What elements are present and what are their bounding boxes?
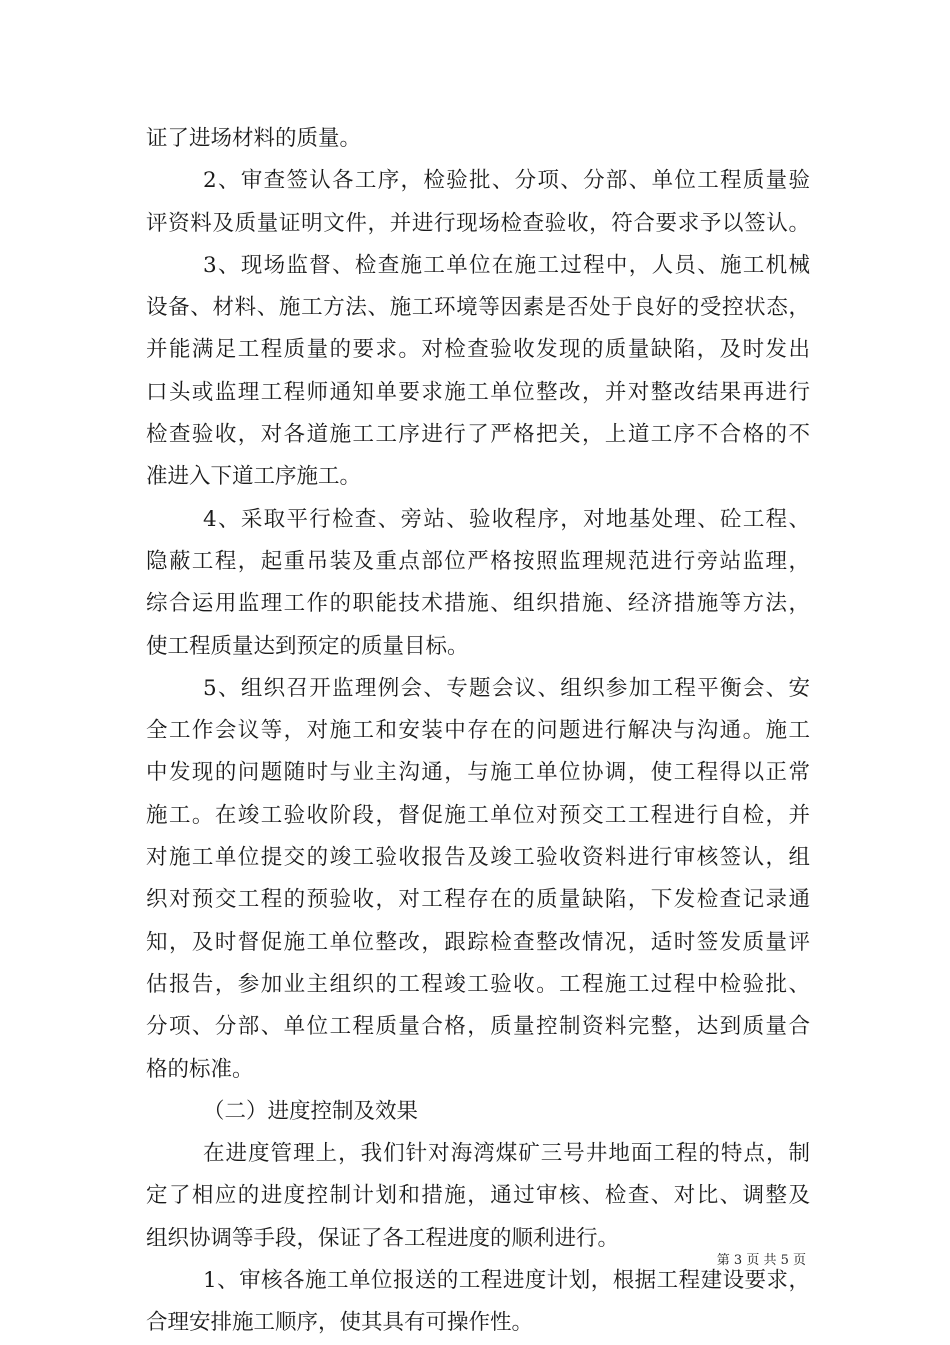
text-line: 2、审查签认各工序，检验批、分项、分部、单位工程质量验 <box>203 168 810 194</box>
section-heading <box>146 1091 810 1133</box>
text-line: 中发现的问题随时与业主沟通，与施工单位协调，使工程得以正常 <box>146 760 810 786</box>
text-line: 准进入下道工序施工。 <box>146 464 362 490</box>
text-line: 口头或监理工程师通知单要求施工单位整改，并对整改结果再进行 <box>146 379 810 405</box>
text-line: 检查验收，对各道施工工序进行了严格把关，上道工序不合格的不 <box>146 422 810 448</box>
text-line: 格的标准。 <box>146 1056 254 1082</box>
text-line: 全工作会议等，对施工和安装中存在的问题进行解决与沟通。施工 <box>146 718 810 744</box>
text-line: 5、组织召开监理例会、专题会议、组织参加工程平衡会、安 <box>203 675 810 701</box>
text-line: 使工程质量达到预定的质量目标。 <box>146 633 469 659</box>
page-number-footer: 第 3 页 共 5 页 <box>716 1253 806 1268</box>
paragraph-item-4 <box>146 499 810 668</box>
text-line: 1、审核各施工单位报送的工程进度计划，根据工程建设要求， <box>203 1268 810 1294</box>
text-line: 4、采取平行检查、旁站、验收程序，对地基处理、砼工程、 <box>203 506 810 532</box>
text-line: 设备、材料、施工方法、施工环境等因素是否处于良好的受控状态， <box>146 295 810 321</box>
text-line: 综合运用监理工作的职能技术措施、组织措施、经济措施等方法， <box>146 591 810 617</box>
paragraph-item-2 <box>146 160 810 245</box>
text-line: 3、现场监督、检查施工单位在施工过程中，人员、施工机械 <box>203 252 810 278</box>
text-line: 估报告，参加业主组织的工程竣工验收。工程施工过程中检验批、 <box>146 971 810 997</box>
text-line: 证了进场材料的质量。 <box>146 126 362 151</box>
paragraph-continuation <box>146 118 810 160</box>
document-body <box>146 118 810 1345</box>
text-line: 分项、分部、单位工程质量合格，质量控制资料完整，达到质量合 <box>146 1014 810 1040</box>
text-line: 施工。在竣工验收阶段，督促施工单位对预交工工程进行自检，并 <box>146 802 810 828</box>
text-line: 合理安排施工顺序，使其具有可操作性。 <box>146 1310 534 1336</box>
text-line: 在进度管理上，我们针对海湾煤矿三号井地面工程的特点，制 <box>203 1141 810 1167</box>
text-line: 对施工单位提交的竣工验收报告及竣工验收资料进行审核签认，组 <box>146 845 810 871</box>
text-line: 并能满足工程质量的要求。对检查验收发现的质量缺陷，及时发出 <box>146 337 810 363</box>
text-line: 知，及时督促施工单位整改，跟踪检查整改情况，适时签发质量评 <box>146 929 810 955</box>
paragraph-item-5 <box>146 668 810 1091</box>
text-line: 定了相应的进度控制计划和措施，通过审核、检查、对比、调整及 <box>146 1183 810 1209</box>
paragraph-item-3 <box>146 245 810 499</box>
section-heading-text: （二）进度控制及效果 <box>203 1098 419 1124</box>
text-line: 组织协调等手段，保证了各工程进度的顺利进行。 <box>146 1225 620 1251</box>
text-line: 隐蔽工程，起重吊装及重点部位严格按照监理规范进行旁站监理， <box>146 548 810 574</box>
text-line: 织对预交工程的预验收，对工程存在的质量缺陷，下发检查记录通 <box>146 887 810 913</box>
text-line: 评资料及质量证明文件，并进行现场检查验收，符合要求予以签认。 <box>146 210 810 236</box>
paragraph-item-1 <box>146 1260 810 1345</box>
paragraph-intro <box>146 1133 810 1260</box>
